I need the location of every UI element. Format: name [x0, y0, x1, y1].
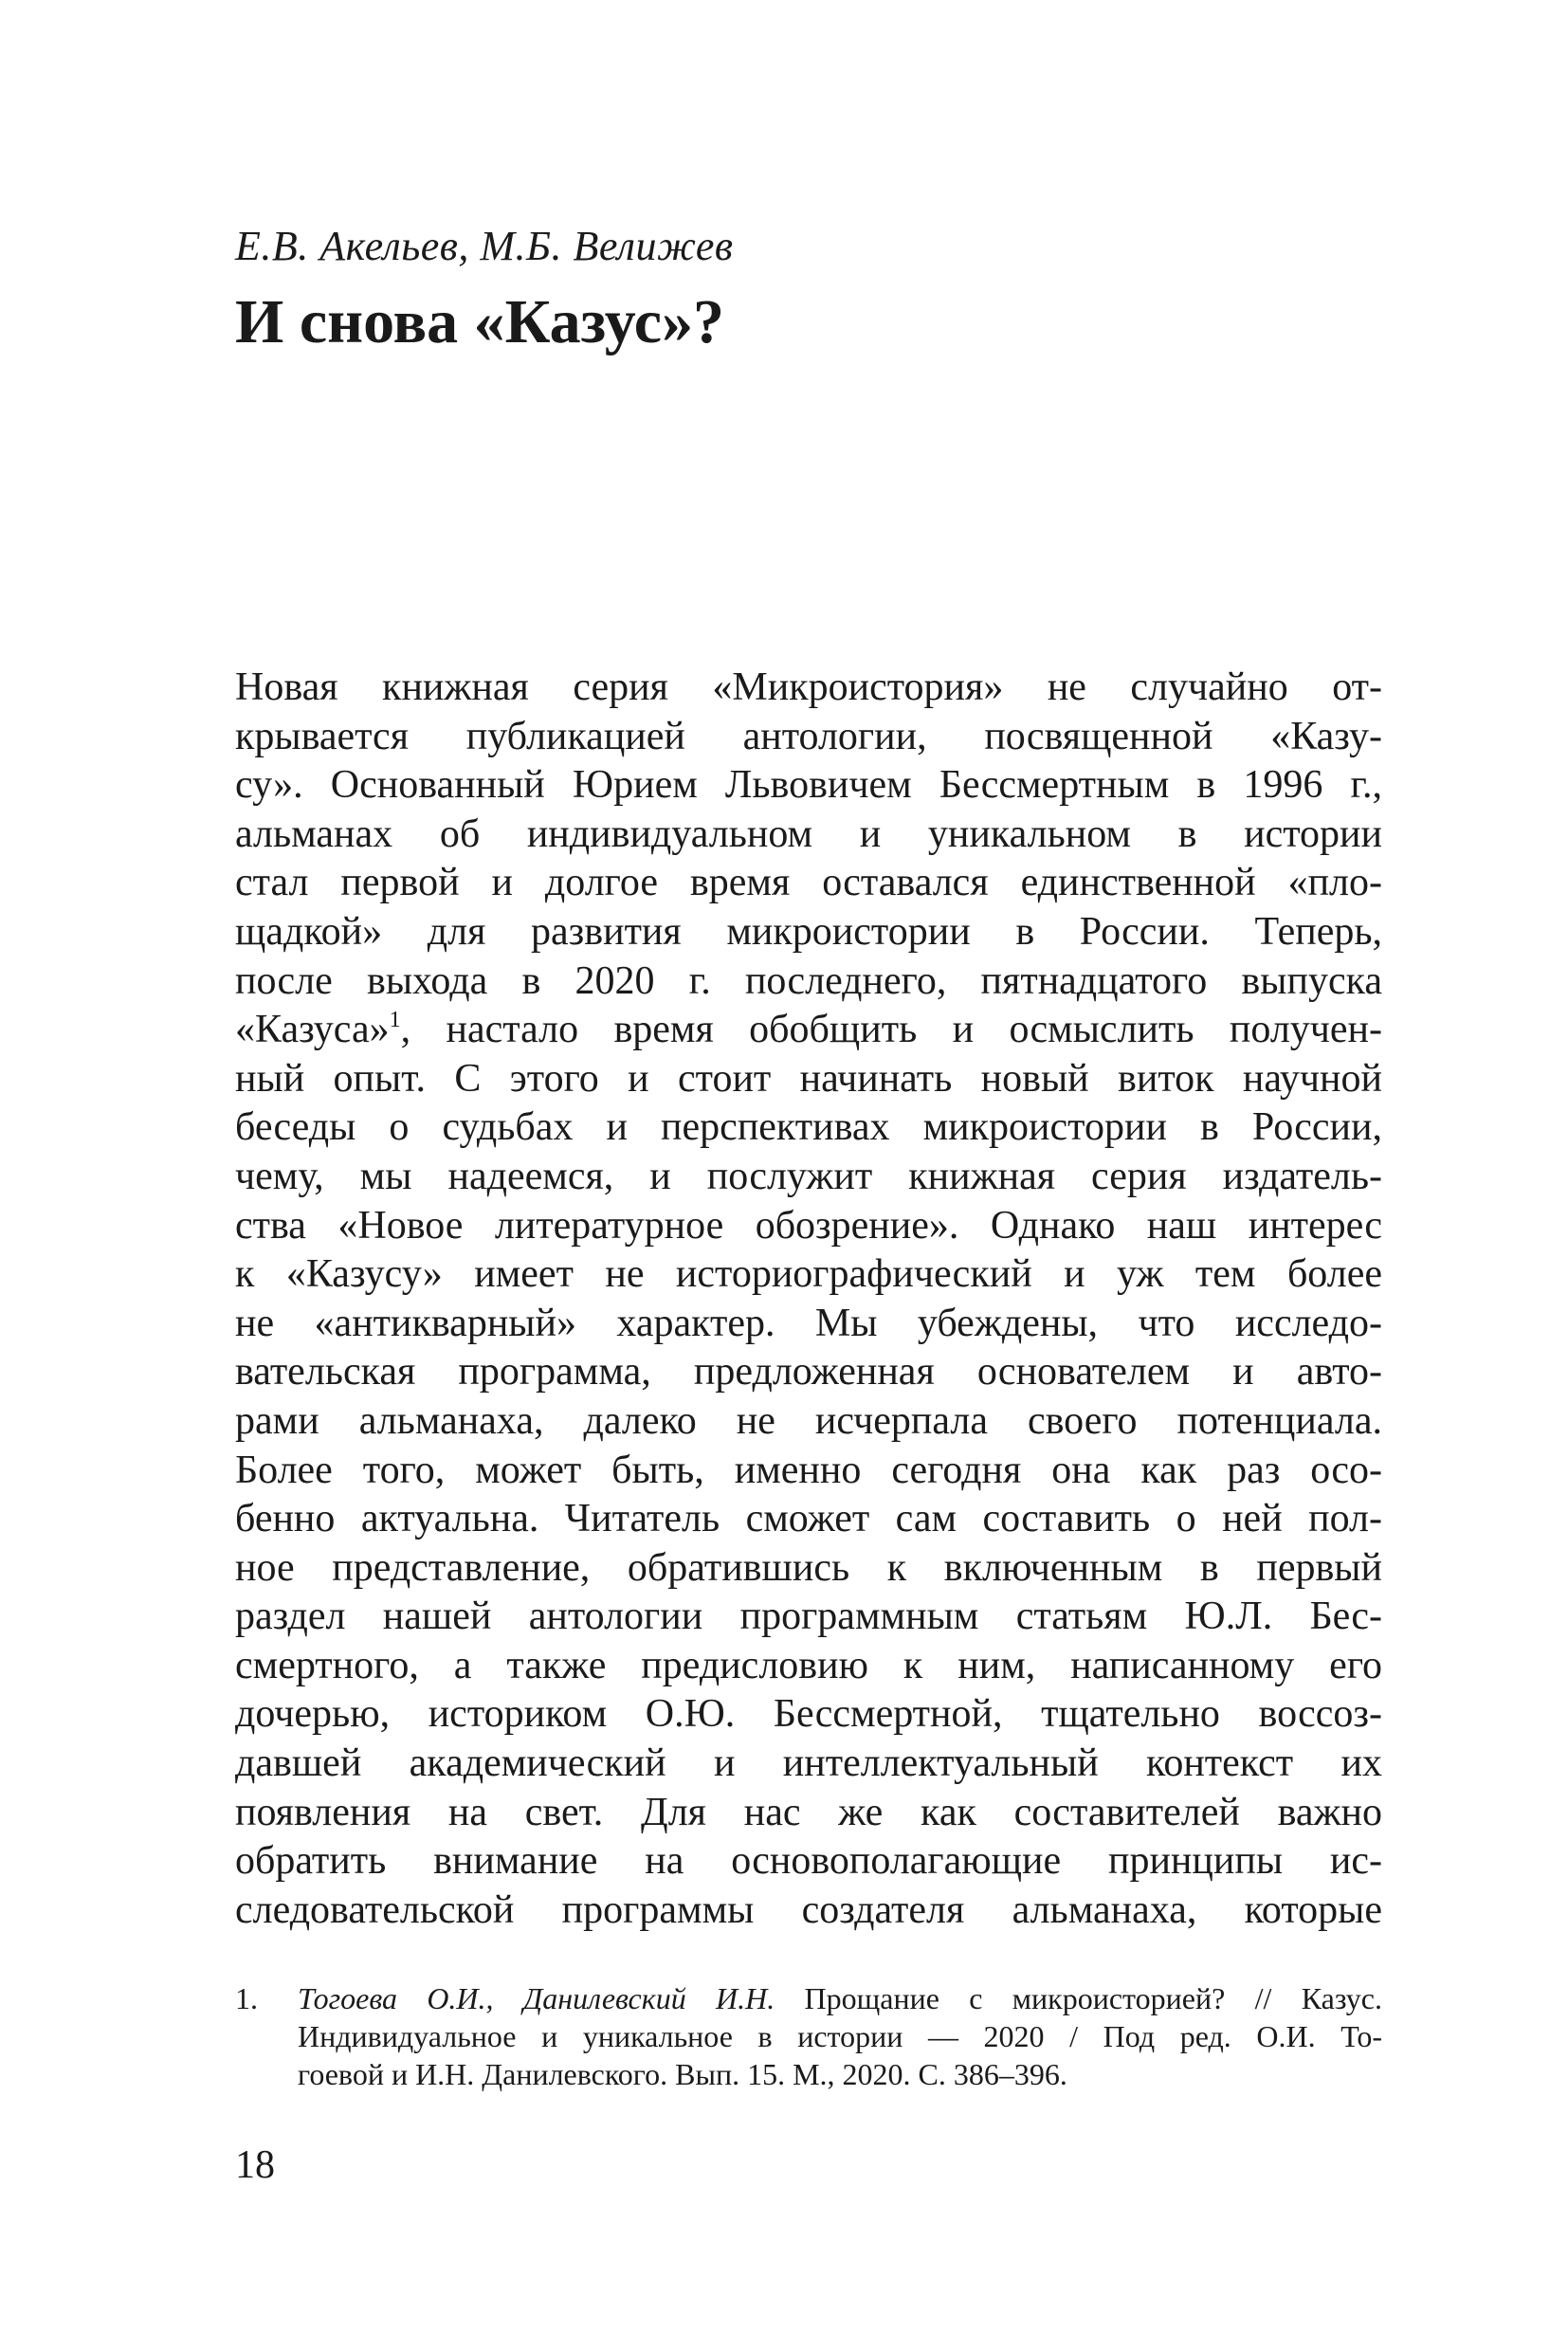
article-title: И снова «Казус»?: [235, 287, 725, 356]
body-line: Более того, может быть, именно сегодня она как раз осо-: [235, 1448, 1382, 1492]
body-line-with-footnote: [235, 1006, 1382, 1055]
footnote: [235, 1979, 1382, 2093]
body-line: к «Казусу» имеет не историографический и уж тем более: [235, 1252, 1382, 1297]
body-line: обратить внимание на основополагающие принципы ис-: [235, 1839, 1382, 1884]
article-authors: Е.В. Акельев, М.Б. Велижев: [235, 223, 734, 269]
body-line: рами альманаха, далеко не исчерпала своего потенциала.: [235, 1398, 1382, 1443]
body-line: беседы о судьбах и перспективах микроистории в России,: [235, 1105, 1382, 1150]
body-line: появления на свет. Для нас же как составителей важно: [235, 1790, 1382, 1834]
body-line: следовательской программы создателя альманаха, которые: [235, 1887, 1382, 1932]
body-line-part: «Казуса»: [235, 1008, 390, 1052]
body-line: дочерью, историком О.Ю. Бессмертной, тщательно воссоз-: [235, 1692, 1382, 1737]
body-line: давшей академический и интеллектуальный контекст их: [235, 1741, 1382, 1786]
footnote-number: 1.: [235, 1981, 258, 2015]
page-number: 18: [235, 2143, 275, 2187]
body-line: су». Основанный Юрием Львовичем Бессмертным в 1996 г.,: [235, 763, 1382, 808]
body-line: раздел нашей антологии программным статьям Ю.Л. Бес-: [235, 1595, 1382, 1639]
body-line: чему, мы надеемся, и послужит книжная серия издатель-: [235, 1154, 1382, 1198]
footnote-line: [298, 1979, 1382, 2017]
body-line: не «антикварный» характер. Мы убеждены, что исследо-: [235, 1301, 1382, 1345]
body-line: альманах об индивидуальном и уникальном в истории: [235, 811, 1382, 856]
body-line: стал первой и долгое время оставался единственной «пло-: [235, 861, 1382, 905]
body-line: Новая книжная серия «Микроистория» не случайно от-: [235, 665, 1382, 709]
body-line: крывается публикацией антологии, посвященной «Казу-: [235, 714, 1382, 758]
body-line: после выхода в 2020 г. последнего, пятнадцатого выпуска: [235, 958, 1382, 1003]
footnote-body: [298, 1979, 1382, 2093]
body-line: ное представление, обратившись к включенным в первый: [235, 1545, 1382, 1590]
footnote-reference[interactable]: 1: [389, 1008, 401, 1033]
footnote-authors: Тогоева О.И., Данилевский И.Н.: [298, 1981, 775, 2015]
body-line: ства «Новое литературное обозрение». Однако наш интерес: [235, 1203, 1382, 1248]
footnote-text: Прощание с микроисторией? // Казус.: [775, 1981, 1383, 2015]
body-text: [235, 664, 1382, 1935]
body-line: вательская программа, предложенная основателем и авто-: [235, 1350, 1382, 1394]
body-line: щадкой» для развития микроистории в России. Теперь,: [235, 909, 1382, 954]
body-line: смертного, а также предисловию к ним, написанному его: [235, 1643, 1382, 1687]
footnote-line: гоевой и И.Н. Данилевского. Вып. 15. М., 2020. С. 386–396.: [298, 2057, 1067, 2091]
body-line: ный опыт. С этого и стоит начинать новый виток научной: [235, 1056, 1382, 1101]
footnote-line: Индивидуальное и уникальное в истории — 2020 / Под ред. О.И. То-: [298, 2019, 1382, 2053]
body-line: бенно актуальна. Читатель сможет сам составить о ней пол-: [235, 1497, 1382, 1541]
body-line-part: , настало время обобщить и осмыслить получен-: [400, 1008, 1382, 1052]
